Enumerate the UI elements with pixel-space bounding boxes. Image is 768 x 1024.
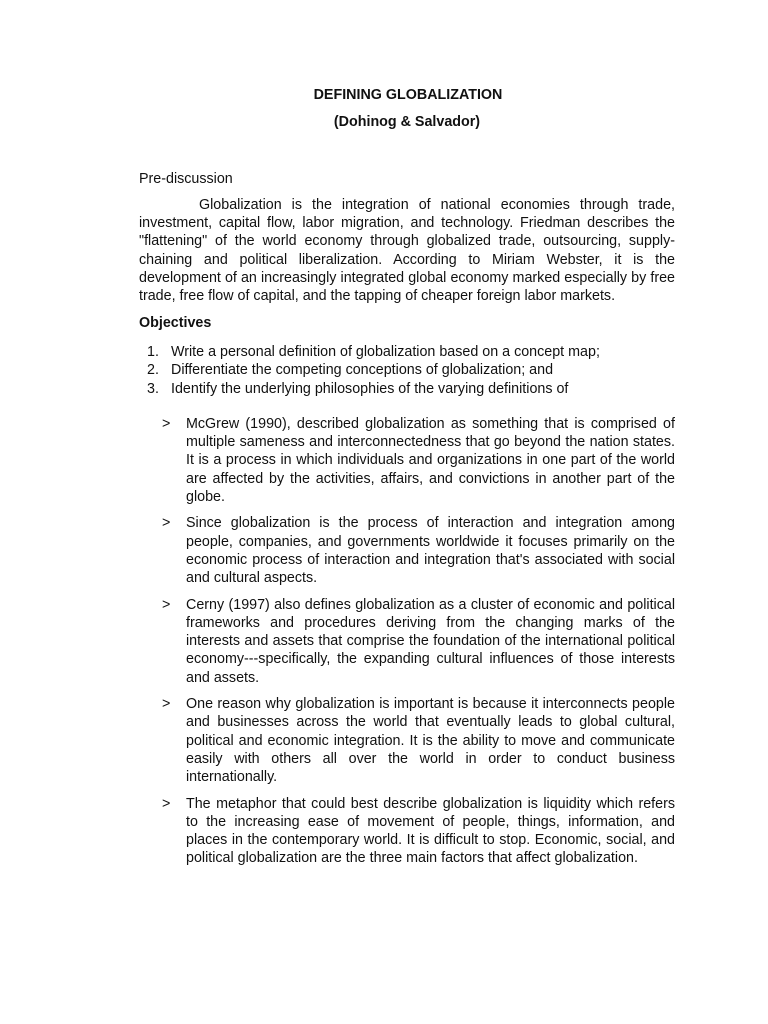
objective-text: Identify the underlying philosophies of the varying definitions of: [171, 380, 569, 397]
arrow-marker-icon: >: [162, 795, 171, 812]
point-text: One reason why globalization is important is because it interconnects people and businesses across the world that eventually leads to global cultural, political and economic integration. It is the ability to move and communicate easily with others all over the world in order to conduct business internationally.: [186, 696, 675, 786]
document-subtitle: (Dohinog & Salvador): [333, 114, 481, 131]
point-text: The metaphor that could best describe globalization is liquidity which refers to the increasing ease of movement of people, things, information, and places in the contemporary world. It is difficult to stop. Economic, social, and political globalization are the three main factors that affect globalization.: [186, 795, 675, 867]
objective-number: 1.: [147, 343, 159, 360]
objective-item: [139, 343, 675, 361]
document-page: [139, 86, 675, 876]
document-title: DEFINING GLOBALIZATION: [313, 87, 503, 103]
point-item: [139, 596, 675, 687]
point-item: [139, 514, 675, 587]
point-text: Cerny (1997) also defines globalization as a cluster of economic and political frameworks and procedures deriving from the changing marks of the interests and assets that comprise the foundation of the international political economy---specifically, the expanding cultural influences of those interests and assets.: [186, 596, 675, 686]
objectives-list: [139, 343, 675, 398]
objective-text: Write a personal definition of globalization based on a concept map;: [171, 343, 600, 360]
points-list: [139, 415, 675, 868]
objective-number: 3.: [147, 380, 159, 397]
point-item: [139, 795, 675, 868]
arrow-marker-icon: >: [162, 515, 171, 532]
objective-number: 2.: [147, 362, 159, 379]
objective-text: Differentiate the competing conceptions of globalization; and: [171, 362, 554, 379]
section-label: Pre-discussion: [139, 170, 233, 187]
arrow-marker-icon: >: [162, 415, 171, 432]
arrow-marker-icon: >: [162, 596, 171, 613]
objective-item: [139, 380, 675, 398]
intro-paragraph: Globalization is the integration of national economies through trade, investment, capital flow, labor migration, and technology. Friedman describes the "flattening" of the world economy through globalized trade, outsourcing, supply-chaining and political liberalization. According to Miriam Webster, it is the development of an increasingly integrated global economy marked especially by free trade, free flow of capital, and the tapping of cheaper foreign labor markets.: [139, 196, 675, 305]
point-text: McGrew (1990), described globalization as something that is comprised of multiple sameness and interconnectedness that go beyond the nation states. It is a process in which individuals and organizations in one part of the world are affected by the activities, affairs, and convictions in another part of the globe.: [186, 415, 675, 506]
point-item: [139, 415, 675, 506]
point-text: Since globalization is the process of interaction and integration among people, companies, and governments worldwide it focuses primarily on the economic process of interaction and integration that's associated with social and cultural aspects.: [186, 515, 675, 587]
objectives-heading: Objectives: [139, 314, 212, 331]
point-item: [139, 695, 675, 786]
arrow-marker-icon: >: [162, 696, 171, 713]
objective-item: [139, 361, 675, 379]
